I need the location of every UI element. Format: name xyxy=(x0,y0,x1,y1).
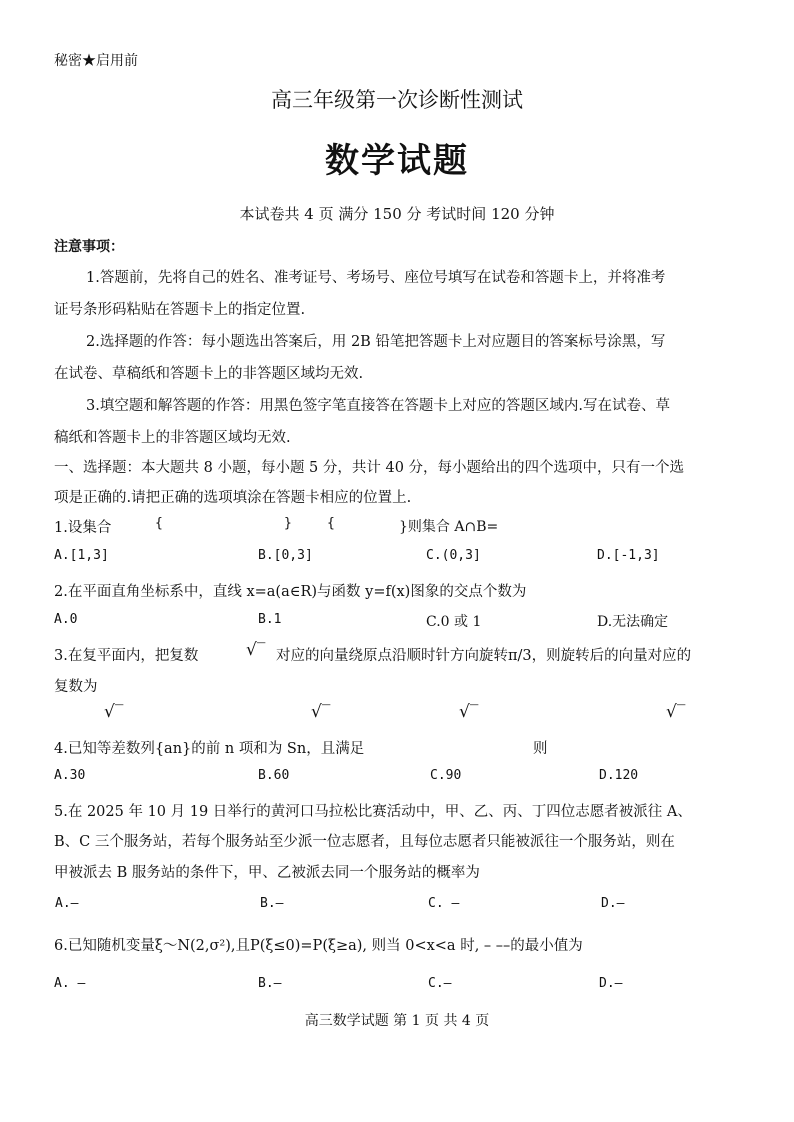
q4-option-c: C.90 xyxy=(430,768,462,783)
q3-sqrt-symbol: √‾ xyxy=(246,640,266,660)
q1-brace-close: } xyxy=(284,516,292,531)
note-2b: 在试卷、草稿纸和答题卡上的非答题区域均无效. xyxy=(54,366,364,382)
q3-prefix: 3.在复平面内，把复数 xyxy=(54,648,199,664)
note-1b: 证号条形码粘贴在答题卡上的指定位置. xyxy=(54,302,306,318)
q6-option-c: C.– xyxy=(428,976,452,991)
q6-option-b: B.– xyxy=(258,976,282,991)
q2-text: 2.在平面直角坐标系中，直线 x=a(a∈R)与函数 y=f(x)图象的交点个数为 xyxy=(54,584,527,600)
q1-brace-open: { xyxy=(155,516,163,531)
notes-heading: 注意事项： xyxy=(54,239,124,255)
q3-option-d: √‾ xyxy=(666,702,686,722)
exam-info: 本试卷共 4 页 满分 150 分 考试时间 120 分钟 xyxy=(239,205,555,223)
q5-line-2: B、C 三个服务站，若每个服务站至少派一位志愿者，且每位志愿者只能被派往一个服务站，则在 xyxy=(54,834,675,850)
q2-option-a: A.0 xyxy=(54,612,78,627)
q6-text: 6.已知随机变量ξ～N(2,σ²),且P(ξ≤0)=P(ξ≥a), 则当 0<x<a 时, – ––的最小值为 xyxy=(54,938,583,954)
q2-option-b: B.1 xyxy=(258,612,282,627)
q5-option-a: A.– xyxy=(55,896,79,911)
exam-title: 高三年级第一次诊断性测试 xyxy=(271,88,523,112)
q6-option-a: A. – xyxy=(54,976,86,991)
q3-option-c: √‾ xyxy=(459,702,479,722)
q1-option-a: A.[1,3] xyxy=(54,548,109,563)
q4-suffix: 则 xyxy=(533,741,548,757)
note-3a: 3.填空题和解答题的作答：用黑色签字笔直接答在答题卡上对应的答题区域内.写在试卷、草 xyxy=(86,398,670,414)
q1-option-b: B.[0,3] xyxy=(258,548,313,563)
q4-option-d: D.120 xyxy=(599,768,639,783)
q1-suffix: }则集合 A∩B= xyxy=(399,519,499,535)
q3-suffix: 对应的向量绕原点沿顺时针方向旋转π/3，则旋转后的向量对应的 xyxy=(276,648,692,664)
q1-option-c: C.(0,3] xyxy=(426,548,481,563)
q5-option-d: D.– xyxy=(601,896,625,911)
q4-option-a: A.30 xyxy=(54,768,86,783)
q5-line-3: 甲被派去 B 服务站的条件下，甲、乙被派去同一个服务站的概率为 xyxy=(54,865,480,881)
section-heading-2: 项是正确的.请把正确的选项填涂在答题卡相应的位置上. xyxy=(54,490,412,506)
q3-option-b: √‾ xyxy=(311,702,331,722)
subject-title: 数学试题 xyxy=(325,141,469,181)
q1-prefix: 1.设集合 xyxy=(54,520,112,536)
q5-line-1: 5.在 2025 年 10 月 19 日举行的黄河口马拉松比赛活动中，甲、乙、丙、丁四位志愿者被派往 A、 xyxy=(54,804,692,820)
q4-option-b: B.60 xyxy=(258,768,290,783)
q6-option-d: D.– xyxy=(599,976,623,991)
section-heading-1: 一、选择题：本大题共 8 小题，每小题 5 分，共计 40 分，每小题给出的四个选项中，只有一个选 xyxy=(54,460,685,476)
note-1a: 1.答题前，先将自己的姓名、准考证号、考场号、座位号填写在试卷和答题卡上，并将准考 xyxy=(86,270,666,286)
page-footer: 高三数学试题 第 1 页 共 4 页 xyxy=(304,1013,490,1029)
q3-line2: 复数为 xyxy=(54,679,98,695)
q2-option-d: D.无法确定 xyxy=(597,614,669,630)
q3-option-a: √‾ xyxy=(104,702,124,722)
q1-brace-open-2: { xyxy=(327,516,335,531)
q1-option-d: D.[-1,3] xyxy=(597,548,660,563)
note-2a: 2.选择题的作答：每小题选出答案后，用 2B 铅笔把答题卡上对应题目的答案标号涂黑，写 xyxy=(86,334,666,350)
q4-prefix: 4.已知等差数列{an}的前 n 项和为 Sn，且满足 xyxy=(54,741,365,757)
note-3b: 稿纸和答题卡上的非答题区域均无效. xyxy=(54,430,291,446)
q5-option-c: C. – xyxy=(428,896,460,911)
q5-option-b: B.– xyxy=(260,896,284,911)
secret-label: 秘密★启用前 xyxy=(54,53,138,69)
q2-option-c: C.0 或 1 xyxy=(426,614,482,630)
